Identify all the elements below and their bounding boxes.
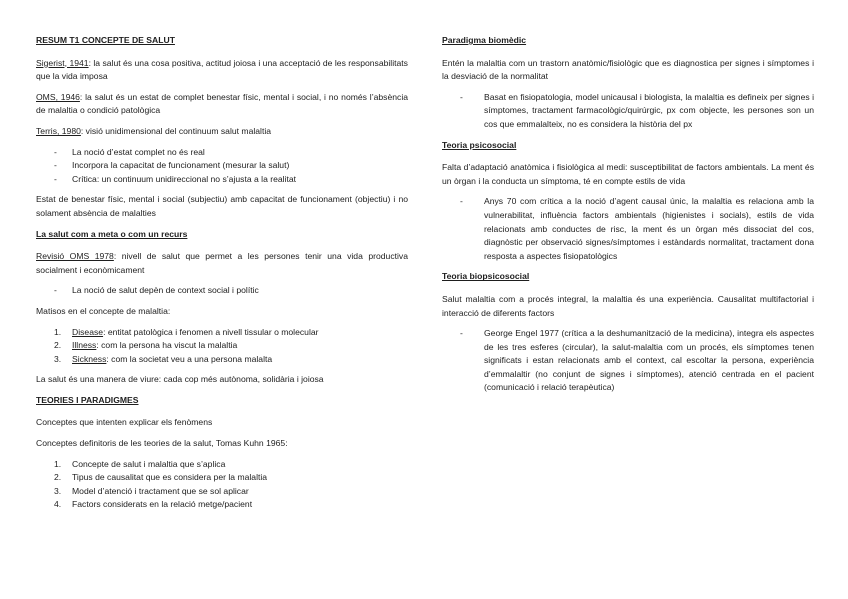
biopsicosocial-paragraph: Salut malaltia com a procés integral, la malaltia és una experiència. Causalitat multifactorial i interacció de diferents factors — [442, 293, 814, 318]
malaltia-list — [36, 326, 408, 367]
term-desc: : com la societat veu a una persona malalta — [106, 353, 273, 364]
biopsicosocial-list — [442, 327, 814, 395]
meta-heading: La salut com a meta o com un recurs — [36, 228, 188, 239]
list-item: 3. Sickness: com la societat veu a una persona malalta — [54, 353, 273, 364]
left-column — [36, 34, 408, 519]
list-item-text: La noció d’estat complet no és real — [72, 146, 205, 157]
list-item: - La noció d’estat complet no és real — [54, 146, 205, 157]
definition-text: : visió unidimensional del continuum salut malaltia — [80, 125, 272, 136]
psicosocial-list — [442, 195, 814, 263]
conceptes-paragraph: Conceptes que intenten explicar els fenòmens — [36, 417, 213, 428]
list-item-text: Crítica: un continuum unidireccional no s’ajusta a la realitat — [72, 173, 297, 184]
ref-terris: Terris, 1980 — [36, 125, 81, 136]
matisos-paragraph: Matisos en el concepte de malaltia: — [36, 305, 171, 316]
list-item-text: Factors considerats en la relació metge/pacient — [72, 499, 253, 510]
term-desc: : com la persona ha viscut la malaltia — [96, 340, 238, 351]
teories-heading: TEORIES I PARADIGMES — [36, 394, 139, 405]
doc-title: RESUM T1 CONCEPTE DE SALUT — [36, 35, 175, 45]
list-item: 2. Tipus de causalitat que es considera per la malaltia — [54, 472, 268, 483]
biomedic-list — [442, 91, 814, 132]
list-item: 1. Disease: entitat patològica i fenomen a nivell tissular o molecular — [54, 326, 319, 337]
manera-paragraph: La salut és una manera de viure: cada cop més autònoma, solidària i joiosa — [36, 374, 324, 385]
list-item-text: Model d’atenció i tractament que se sol aplicar — [72, 485, 249, 496]
list-item: - La noció de salut depèn de context social i polític — [54, 285, 259, 296]
ref-sigerist: Sigerist, 1941 — [36, 57, 89, 68]
list-item: 4. Factors considerats en la relació metge/pacient — [54, 499, 253, 510]
list-item-text: George Engel 1977 (crítica a la deshumanització de la medicina), integra els aspectes de les tres esferes (circular), la salut-malaltia com un procés, els símptomes tenen significats i estan relacionats amb el context, cal escoltar la persona, experiència d’emmalaltir (no conjunt de signes i símptomes), atenció centrada en el pacient (comunicació i relació terapèutica) — [484, 328, 814, 393]
revisio-oms — [36, 250, 408, 277]
definition-text: : la salut és una cosa positiva, actitud joiosa i una acceptació de les responsabilitats que la vida imposa — [36, 57, 408, 82]
list-item: - Crítica: un continuum unidireccional no s’ajusta a la realitat — [54, 173, 297, 184]
list-item: 1. Concepte de salut i malaltia que s’aplica — [54, 458, 226, 469]
list-item: - Incorpora la capacitat de funcionament (mesurar la salut) — [54, 160, 290, 171]
definition-text: : nivell de salut que permet a les persones tenir una vida productiva socialment i econòmicament — [36, 251, 408, 275]
kuhn-list — [36, 458, 408, 512]
estat-paragraph: Estat de benestar físic, mental i social (subjectiu) amb capacitat de funcionament (objectiu) i no solament absència de malalties — [36, 194, 408, 218]
list-item: 3. Model d’atenció i tractament que se sol aplicar — [54, 485, 249, 496]
term-sickness: Sickness — [72, 353, 107, 364]
psicosocial-heading: Teoria psicosocial — [442, 139, 517, 150]
definition-terris — [36, 125, 408, 139]
ref-revisio: Revisió OMS 1978 — [36, 251, 114, 262]
list-item-text: Tipus de causalitat que es considera per la malaltia — [72, 472, 268, 483]
definition-sigerist — [36, 57, 408, 84]
definition-text: : la salut és un estat de complet benestar físic, mental i social, i no només l’absència de malaltia o condició patològica — [36, 91, 409, 116]
revisio-list — [36, 284, 408, 298]
term-disease: Disease — [72, 326, 104, 337]
definitoris-paragraph: Conceptes definitoris de les teories de la salut, Tomas Kuhn 1965: — [36, 438, 288, 449]
terris-list — [36, 146, 408, 187]
list-item-text: La noció de salut depèn de context social i polític — [72, 285, 259, 296]
list-item: - Basat en fisiopatologia, model unicausal i biologista, la malaltia es defineix per signes i símptomes, tractament farmacològic/quirúrgic, px com objecte, les persones son un cos que emmalalteix, no es considera la història del px — [460, 91, 814, 129]
biomedic-paragraph: Entén la malaltia com un trastorn anatòmic/fisiològic que es diagnostica per signes i símptomes i la desviació de la normalitat — [442, 57, 814, 82]
list-item-text: Concepte de salut i malaltia que s’aplica — [72, 458, 226, 469]
right-column — [442, 34, 814, 402]
ref-oms: OMS, 1946 — [36, 91, 80, 102]
term-desc: : entitat patològica i fenomen a nivell tissular o molecular — [103, 326, 319, 337]
psicosocial-paragraph: Falta d’adaptació anatòmica i fisiològica al medi: susceptibilitat de factors ambientals. La ment és un òrgan i la conducta un símptoma, té en compte estils de vida — [442, 162, 814, 186]
list-item-text: Incorpora la capacitat de funcionament (mesurar la salut) — [72, 160, 290, 171]
list-item: 2. Illness: com la persona ha viscut la malaltia — [54, 340, 238, 351]
list-item: - Anys 70 com crítica a la noció d’agent causal únic, la malaltia es relaciona amb la vulnerabilitat, influència factors ambientals (higienistes i socials), estils de vida relacionats amb conductes de risc, la ment és un òrgan més dissociat del cos, diagnòstic per observació signes/símptomes i estàndards normalitat, tractament dona resposta a aspectes fisiopatològics — [460, 196, 814, 261]
term-illness: Illness — [72, 340, 97, 351]
list-item: - George Engel 1977 (crítica a la deshumanització de la medicina), integra els aspectes de les tres esferes (circular), la salut-malaltia com un procés, els símptomes tenen significats i estan relacionats amb el context, cal escoltar la persona, experiència d’emmalaltir (no conjunt de signes i símptomes), atenció centrada en el pacient (comunicació i relació terapèutica) — [460, 328, 814, 393]
biomedic-heading: Paradigma biomèdic — [442, 35, 527, 45]
list-item-text: Basat en fisiopatologia, model unicausal i biologista, la malaltia es defineix per signes i símptomes, tractament farmacològic/quirúrgic, px com objecte, les persones son un cos que emmalalteix, no es considera la història del px — [484, 91, 814, 129]
biopsicosocial-heading: Teoria biopsicosocial — [442, 271, 530, 282]
list-item-text: Anys 70 com crítica a la noció d’agent causal únic, la malaltia es relaciona amb la vulnerabilitat, influència factors ambientals (higienistes i socials), estils de vida relacionats amb conductes de risc, la ment és un òrgan més dissociat del cos, diagnòstic per observació signes/símptomes i estàndards normalitat, tractament dona resposta a aspectes fisiopatològics — [484, 196, 814, 261]
definition-oms — [36, 91, 408, 118]
